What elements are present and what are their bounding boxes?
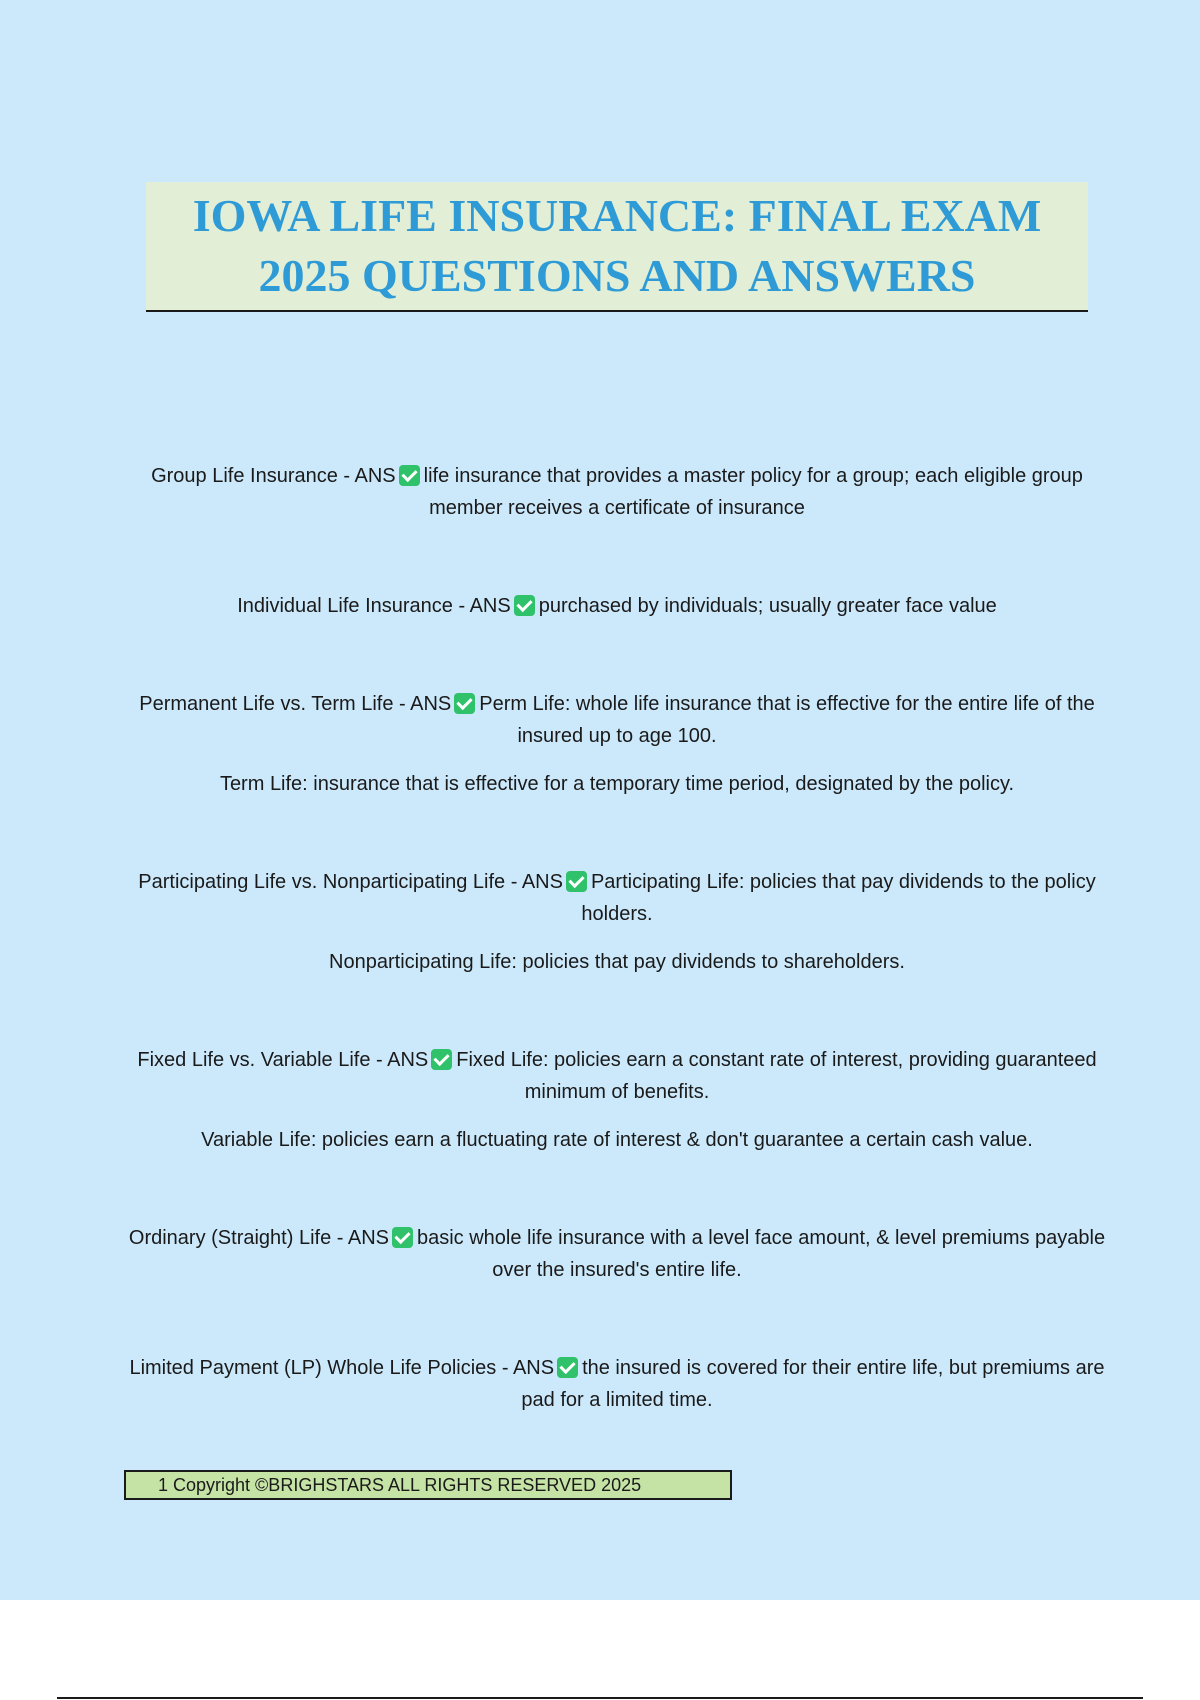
qa-answer: the insured is covered for their entire life, but premiums are pad for a limited time. xyxy=(521,1357,1105,1411)
qa-line xyxy=(120,866,1114,930)
qa-term: Fixed Life vs. Variable Life - ANS xyxy=(137,1049,429,1071)
qa-item-ordinary-life xyxy=(120,1222,1114,1286)
check-icon xyxy=(514,595,535,616)
qa-term: Permanent Life vs. Term Life - ANS xyxy=(139,693,452,715)
check-icon xyxy=(454,693,475,714)
qa-item-permanent-vs-term xyxy=(120,688,1114,800)
qa-answer: Participating Life: policies that pay dividends to the policy holders. xyxy=(581,871,1096,925)
qa-item-limited-payment xyxy=(120,1352,1114,1416)
check-icon xyxy=(431,1049,452,1070)
title-banner xyxy=(146,182,1088,312)
qa-list xyxy=(120,460,1114,1482)
page-title-line-2: 2025 QUESTIONS AND ANSWERS xyxy=(258,250,976,301)
qa-answer: Fixed Life: policies earn a constant rate of interest, providing guaranteed minimum of benefits. xyxy=(456,1049,1097,1103)
page-title-line-1: IOWA LIFE INSURANCE: FINAL EXAM xyxy=(192,190,1042,241)
qa-term: Limited Payment (LP) Whole Life Policies - ANS xyxy=(129,1357,555,1379)
qa-term: Group Life Insurance - ANS xyxy=(151,465,396,487)
qa-extra: Nonparticipating Life: policies that pay dividends to shareholders. xyxy=(329,951,905,973)
qa-item-fixed-vs-variable xyxy=(120,1044,1114,1156)
qa-answer: Perm Life: whole life insurance that is effective for the entire life of the insured up to age 100. xyxy=(479,693,1095,747)
qa-term: Ordinary (Straight) Life - ANS xyxy=(128,1227,389,1249)
qa-item-group-life xyxy=(120,460,1114,524)
qa-answer: life insurance that provides a master policy for a group; each eligible group member receives a certificate of insurance xyxy=(423,465,1083,519)
qa-line xyxy=(120,1222,1114,1286)
check-icon xyxy=(399,465,420,486)
check-icon xyxy=(566,871,587,892)
qa-item-participating-vs-nonparticipating xyxy=(120,866,1114,978)
check-icon xyxy=(392,1227,413,1248)
qa-line xyxy=(120,460,1114,524)
bottom-divider xyxy=(57,1697,1143,1699)
qa-answer: purchased by individuals; usually greater face value xyxy=(538,595,997,617)
qa-term: Individual Life Insurance - ANS xyxy=(237,595,511,617)
qa-answer: basic whole life insurance with a level face amount, & level premiums payable over the insured's entire life. xyxy=(416,1227,1106,1281)
qa-line xyxy=(120,1044,1114,1108)
check-icon xyxy=(557,1357,578,1378)
qa-extra: Term Life: insurance that is effective for a temporary time period, designated by the policy. xyxy=(219,773,1015,795)
qa-item-individual-life xyxy=(120,590,1114,622)
qa-line xyxy=(120,688,1114,752)
qa-line xyxy=(120,1352,1114,1416)
qa-line xyxy=(120,590,1114,622)
qa-extra: Variable Life: policies earn a fluctuating rate of interest & don't guarantee a certain cash value. xyxy=(201,1129,1033,1151)
copyright-footer: 1 Copyright ©BRIGHSTARS ALL RIGHTS RESERVED 2025 xyxy=(124,1470,732,1500)
qa-term: Participating Life vs. Nonparticipating Life - ANS xyxy=(138,871,563,893)
